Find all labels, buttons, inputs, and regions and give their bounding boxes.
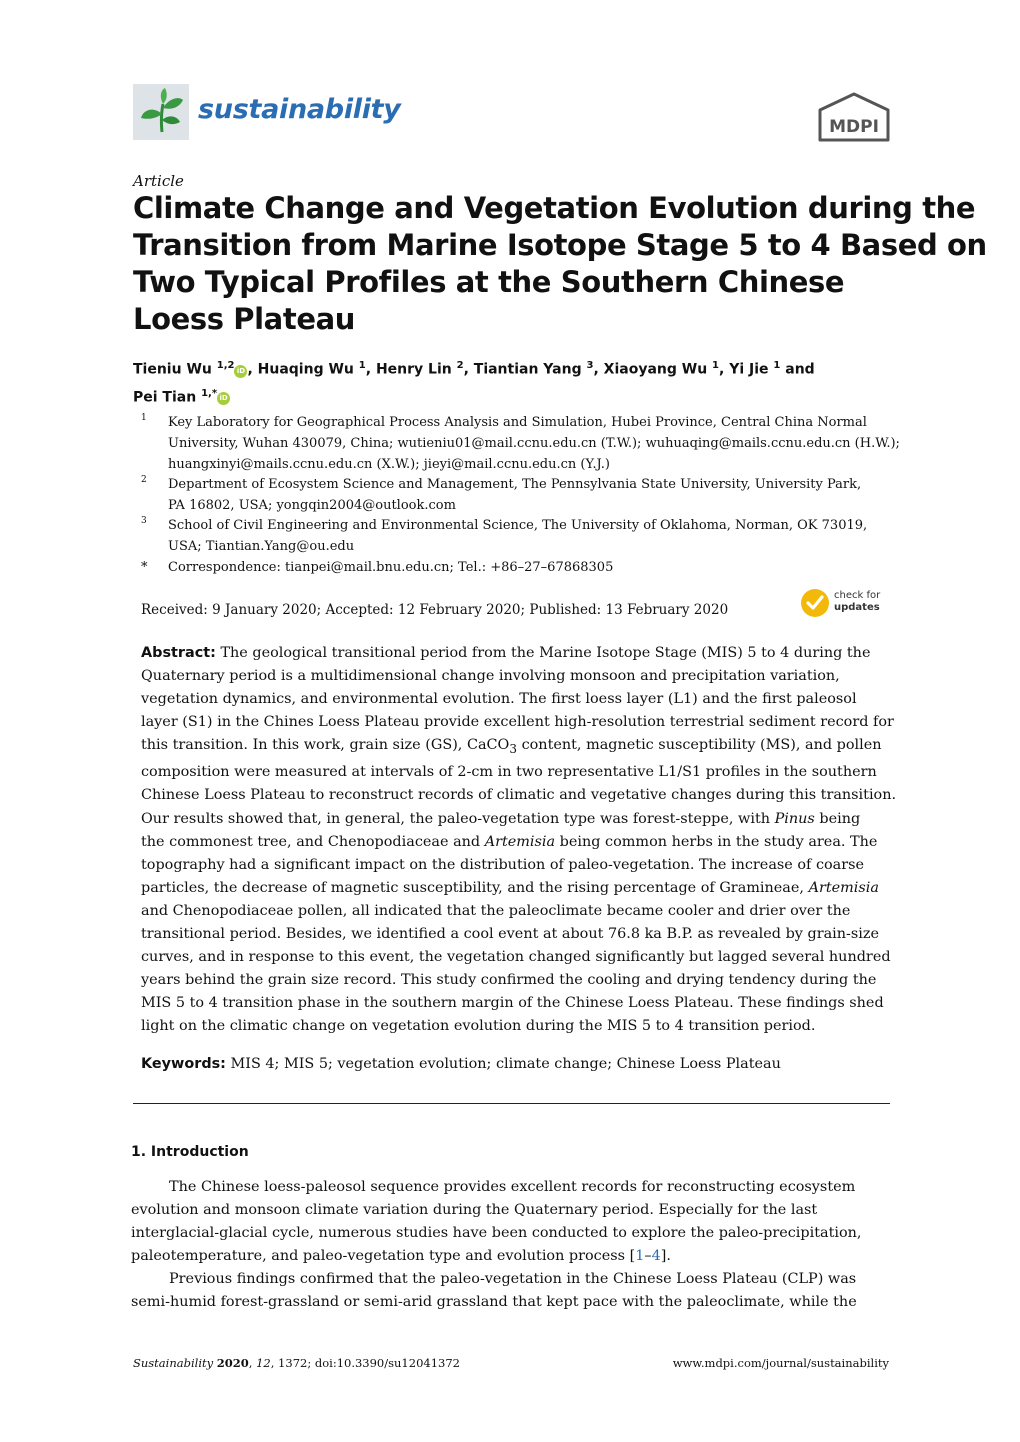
author-separator: , bbox=[247, 361, 258, 378]
body-text: semi-humid forest-grassland or semi-arid grassland that kept pace with the paleoclimate, while the bbox=[131, 1294, 857, 1311]
affiliation-line: Department of Ecosystem Science and Management, The Pennsylvania State University, University Park, bbox=[168, 477, 862, 492]
abstract-text: Our results showed that, in general, the paleo-vegetation type was forest-steppe, with bbox=[141, 810, 775, 827]
body-text: The Chinese loess-paleosol sequence provides excellent records for reconstructing ecosystem bbox=[169, 1179, 856, 1195]
affiliation-3 bbox=[133, 515, 893, 557]
footer-year: 2020 bbox=[216, 1356, 249, 1370]
author-name[interactable]: Xiaoyang Wu bbox=[603, 361, 708, 378]
citation-link[interactable]: 4 bbox=[651, 1248, 661, 1265]
author-separator: and bbox=[780, 361, 815, 378]
section-divider bbox=[133, 1103, 890, 1104]
check-for-label: check for bbox=[834, 590, 881, 601]
check-for-updates-button[interactable] bbox=[800, 588, 910, 620]
footer-journal: Sustainability bbox=[133, 1356, 214, 1370]
article-type: Article bbox=[133, 172, 184, 190]
author-name[interactable]: Yi Jie bbox=[729, 361, 769, 378]
citation-footer: Sustainability 2020, 12, 1372; doi:10.3390/su12041372 bbox=[133, 1356, 460, 1370]
abstract-text: transitional period. Besides, we identified a cool event at about 76.8 ka B.P. as revealed by grain-size bbox=[141, 926, 879, 942]
affiliation-line: huangxinyi@mails.ccnu.edu.cn (X.W.); jieyi@mail.ccnu.edu.cn (Y.J.) bbox=[168, 457, 610, 472]
taxon-name: Artemisia bbox=[808, 879, 879, 896]
abstract-text: this transition. In this work, grain size (GS), CaCO bbox=[141, 737, 510, 754]
abstract-text: Quaternary period is a multidimensional change involving monsoon and precipitation variation, bbox=[141, 668, 840, 685]
section-heading: 1. Introduction bbox=[131, 1144, 249, 1160]
abstract-text: light on the climatic change on vegetation evolution during the MIS 5 to 4 transition period. bbox=[141, 1018, 816, 1035]
keywords-text: MIS 4; MIS 5; vegetation evolution; climate change; Chinese Loess Plateau bbox=[230, 1056, 781, 1072]
abstract-text: composition were measured at intervals of 2-cm in two representative L1/S1 profiles in the southern bbox=[141, 764, 877, 781]
author-line-2 bbox=[133, 382, 903, 410]
introduction-body bbox=[131, 1176, 891, 1315]
abstract-text: vegetation dynamics, and environmental evolution. The first loess layer (L1) and the first paleosol bbox=[141, 691, 857, 708]
body-text: Previous findings confirmed that the paleo-vegetation in the Chinese Loess Plateau (CLP) was bbox=[169, 1271, 857, 1288]
abstract-text: particles, the decrease of magnetic susceptibility, and the rising percentage of Gramineae, bbox=[141, 879, 809, 896]
abstract-text: layer (S1) in the Chines Loess Plateau provide excellent high-resolution terrestrial sediment record for bbox=[141, 714, 894, 731]
body-text: interglacial-glacial cycle, numerous studies have been conducted to explore the paleo-precipitation, bbox=[131, 1225, 862, 1242]
abstract-text: The geological transitional period from the Marine Isotope Stage (MIS) 5 to 4 during the bbox=[220, 645, 871, 661]
updates-label: updates bbox=[834, 602, 880, 613]
affiliation-line: Key Laboratory for Geographical Process Analysis and Simulation, Hubei Province, Central China Normal bbox=[168, 415, 867, 430]
abstract-text: the commonest tree, and Chenopodiaceae and bbox=[141, 833, 485, 850]
abstract-text: topography had a significant impact on the distribution of paleo-vegetation. The increase of coarse bbox=[141, 856, 865, 873]
abstract-text: Chinese Loess Plateau to reconstruct records of climatic and vegetative changes during this transition. bbox=[141, 787, 897, 804]
affiliation-marker: 1 bbox=[141, 413, 147, 423]
author-line-1 bbox=[133, 354, 903, 382]
abstract-text: content, magnetic susceptibility (MS), and pollen bbox=[517, 737, 882, 754]
author-name[interactable]: Tieniu Wu bbox=[133, 361, 212, 378]
author-separator: , bbox=[719, 361, 730, 378]
title-line: Transition from Marine Isotope Stage 5 to 4 Based on bbox=[133, 228, 987, 262]
footer-doi: , 1372; doi:10.3390/su12041372 bbox=[270, 1356, 460, 1370]
abstract-text: curves, and in response to this event, the vegetation changed significantly but lagged several hundred bbox=[141, 949, 891, 966]
taxon-name: Artemisia bbox=[484, 833, 556, 850]
abstract-text: years behind the grain size record. This study confirmed the cooling and drying tendency during the bbox=[141, 972, 877, 989]
affiliation-line: PA 16802, USA; yongqin2004@outlook.com bbox=[168, 498, 456, 513]
author-separator: , bbox=[463, 361, 474, 378]
journal-name: sustainability bbox=[198, 94, 401, 125]
footer-volume: 12 bbox=[256, 1356, 271, 1370]
body-text: ]. bbox=[660, 1248, 671, 1265]
author-affiliation-marker: 1 bbox=[712, 360, 720, 371]
author-affiliation-marker: 1 bbox=[773, 360, 781, 371]
author-name[interactable]: Henry Lin bbox=[375, 361, 452, 378]
author-list bbox=[133, 354, 903, 409]
author-affiliation-marker: 1,* bbox=[201, 387, 218, 399]
abstract-text: being bbox=[814, 810, 861, 827]
abstract-text: and Chenopodiaceae pollen, all indicated that the paleoclimate became cooler and drier over the bbox=[141, 902, 851, 919]
author-name[interactable]: Huaqing Wu bbox=[257, 361, 354, 378]
plant-sprout-icon bbox=[133, 84, 189, 140]
affiliation-line: School of Civil Engineering and Environmental Science, The University of Oklahoma, Norman, OK 73019, bbox=[168, 518, 868, 533]
affiliation-line: University, Wuhan 430079, China; wutieniu01@mail.ccnu.edu.cn (T.W.); wuhuaqing@mails.ccnu.edu.cn (H.W.); bbox=[168, 436, 900, 451]
affiliation-2 bbox=[133, 474, 893, 516]
publication-dates: Received: 9 January 2020; Accepted: 12 February 2020; Published: 13 February 2020 bbox=[141, 602, 729, 618]
subscript: 3 bbox=[509, 742, 517, 757]
author-name[interactable]: Pei Tian bbox=[133, 389, 197, 406]
body-text: evolution and monsoon climate variation during the Quaternary period. Especially for the last bbox=[131, 1202, 818, 1219]
article-title bbox=[133, 190, 987, 338]
orcid-icon[interactable]: iD bbox=[217, 392, 230, 405]
abstract bbox=[141, 642, 897, 1038]
author-separator: , bbox=[593, 361, 604, 378]
body-text: paleotemperature, and paleo-vegetation type and evolution process [ bbox=[131, 1248, 636, 1265]
title-line: Loess Plateau bbox=[133, 302, 355, 336]
title-line: Two Typical Profiles at the Southern Chinese bbox=[133, 265, 845, 299]
citation-dash: – bbox=[644, 1248, 652, 1265]
mdpi-logo bbox=[818, 92, 890, 142]
author-separator: , bbox=[365, 361, 376, 378]
correspondence-marker: * bbox=[141, 560, 148, 575]
abstract-label: Abstract: bbox=[141, 645, 216, 661]
author-name[interactable]: Tiantian Yang bbox=[473, 361, 582, 378]
title-line: Climate Change and Vegetation Evolution during the bbox=[133, 191, 976, 225]
author-affiliation-marker: 2 bbox=[456, 360, 464, 371]
journal-url-link[interactable]: www.mdpi.com/journal/sustainability bbox=[672, 1356, 889, 1370]
abstract-text: MIS 5 to 4 transition phase in the southern margin of the Chinese Loess Plateau. These findings shed bbox=[141, 995, 884, 1012]
taxon-name: Pinus bbox=[774, 810, 815, 827]
affiliation-marker: 2 bbox=[141, 475, 147, 485]
citation-link[interactable]: 1 bbox=[635, 1248, 645, 1265]
author-affiliation-marker: 1 bbox=[358, 360, 366, 371]
keywords-label: Keywords: bbox=[141, 1056, 226, 1072]
author-affiliation-marker: 1,2 bbox=[216, 360, 235, 371]
orcid-icon[interactable]: iD bbox=[234, 365, 247, 378]
checkmark-badge-icon bbox=[800, 588, 830, 618]
affiliation-line: USA; Tiantian.Yang@ou.edu bbox=[168, 539, 355, 554]
author-affiliation-marker: 3 bbox=[586, 360, 594, 371]
correspondence bbox=[133, 557, 893, 578]
correspondence-line: Correspondence: tianpei@mail.bnu.edu.cn; Tel.: +86–27–67868305 bbox=[168, 560, 614, 575]
abstract-text: being common herbs in the study area. The bbox=[555, 833, 878, 850]
journal-logo bbox=[133, 84, 189, 140]
keywords bbox=[141, 1056, 781, 1072]
affiliation-marker: 3 bbox=[141, 516, 147, 526]
affiliation-1 bbox=[133, 412, 900, 475]
mdpi-logo-text: MDPI bbox=[829, 117, 879, 137]
